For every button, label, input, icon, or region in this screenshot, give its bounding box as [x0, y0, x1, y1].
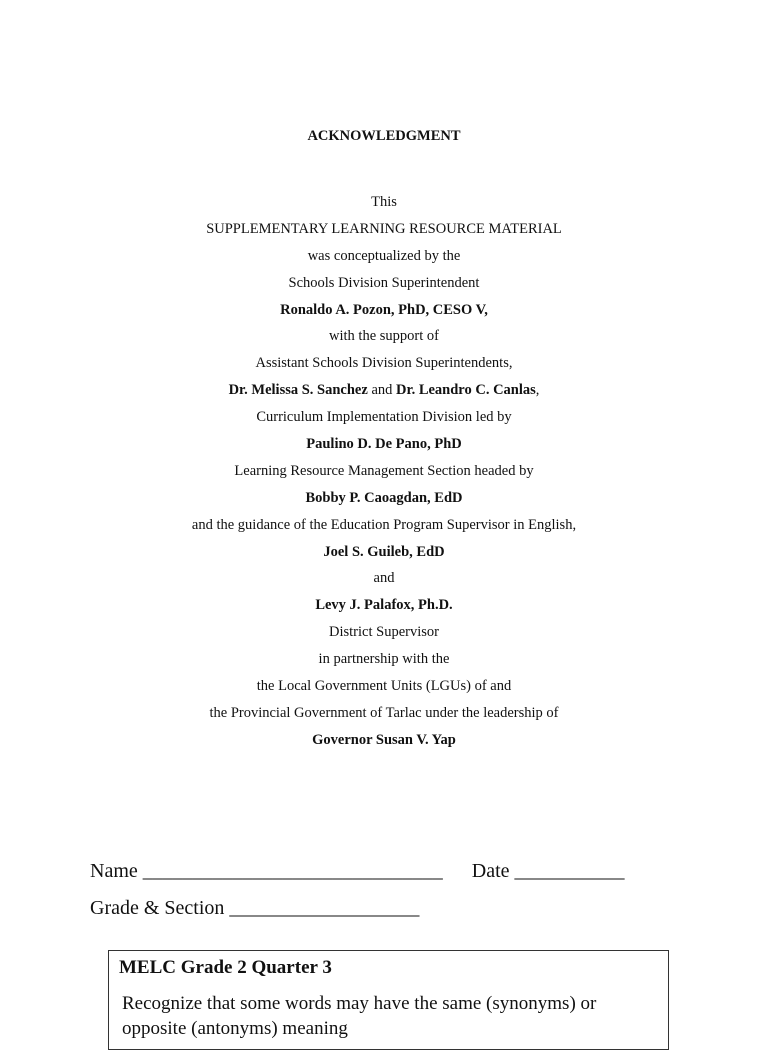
acknowledgment-text: and: [373, 570, 395, 587]
name-blank[interactable]: ______________________________: [142, 860, 443, 882]
acknowledgment-text: This: [371, 194, 397, 210]
acknowledgment-line: [0, 539, 768, 566]
acknowledgment-line: [0, 646, 768, 673]
acknowledgment-line: [0, 243, 768, 270]
acknowledgment-text: Curriculum Implementation Division led by: [256, 409, 512, 426]
acknowledgment-line: [0, 377, 768, 404]
name-label: Name: [90, 860, 138, 882]
date-label: Date: [471, 860, 510, 882]
acknowledgment-text: ,: [535, 382, 540, 399]
acknowledgment-line: [0, 404, 768, 431]
acknowledgment-name-text: Ronaldo A. Pozon, PhD, CESO V,: [280, 301, 488, 318]
acknowledgment-name-text: Dr. Melissa S. Sanchez: [228, 382, 368, 399]
acknowledgment-text: District Supervisor: [329, 624, 439, 641]
acknowledgment-name-text: Paulino D. De Pano, PhD: [306, 436, 462, 453]
grade-section-blank[interactable]: ___________________: [229, 897, 420, 919]
acknowledgment-text: the Provincial Government of Tarlac under the leadership of: [209, 704, 559, 721]
acknowledgment-line: [0, 512, 768, 539]
grade-section-label: Grade & Section: [90, 897, 225, 919]
acknowledgment-text: in partnership with the: [318, 651, 450, 668]
acknowledgment-text: and: [367, 382, 396, 399]
acknowledgment-line: [0, 297, 768, 324]
acknowledgment-name-text: Bobby P. Caoagdan, EdD: [305, 489, 463, 506]
acknowledgment-name-text: Governor Susan V. Yap: [312, 731, 456, 748]
melc-competency-text: Recognize that some words may have the same (synonyms) or opposite (antonyms) meaning: [122, 993, 597, 1039]
acknowledgment-body: [0, 189, 768, 754]
acknowledgment-line: [0, 673, 768, 700]
acknowledgment-line: [0, 350, 768, 377]
acknowledgment-line: [0, 458, 768, 485]
acknowledgment-text: SUPPLEMENTARY LEARNING RESOURCE MATERIAL: [206, 220, 562, 237]
acknowledgment-text: was conceptualized by the: [307, 247, 461, 264]
melc-box: [108, 950, 669, 1050]
acknowledgment-text: Learning Resource Management Section headed by: [234, 462, 534, 479]
acknowledgment-name-text: Joel S. Guileb, EdD: [323, 543, 445, 560]
acknowledgment-title: ACKNOWLEDGMENT: [307, 128, 461, 144]
melc-title: MELC Grade 2 Quarter 3: [119, 957, 332, 978]
acknowledgment-text: and the guidance of the Education Program Supervisor in English,: [191, 516, 577, 533]
acknowledgment-text: with the support of: [329, 328, 439, 345]
acknowledgment-line: [0, 727, 768, 754]
acknowledgment-line: [0, 216, 768, 243]
acknowledgment-line: [0, 619, 768, 646]
acknowledgment-line: [0, 700, 768, 727]
acknowledgment-line: [0, 565, 768, 592]
acknowledgment-line: [0, 485, 768, 512]
acknowledgment-text: the Local Government Units (LGUs) of and: [256, 678, 512, 695]
acknowledgment-name-text: Levy J. Palafox, Ph.D.: [315, 597, 453, 614]
acknowledgment-line: [0, 323, 768, 350]
acknowledgment-text: Assistant Schools Division Superintendents,: [255, 355, 513, 372]
acknowledgment-line: [0, 270, 768, 297]
acknowledgment-line: [0, 189, 768, 216]
date-blank[interactable]: ___________: [514, 860, 625, 882]
acknowledgment-name-text: Dr. Leandro C. Canlas: [396, 382, 536, 399]
acknowledgment-text: Schools Division Superintendent: [288, 274, 480, 291]
grade-section-row: [90, 897, 419, 920]
acknowledgment-line: [0, 592, 768, 619]
acknowledgment-line: [0, 431, 768, 458]
name-date-row: [90, 860, 625, 883]
